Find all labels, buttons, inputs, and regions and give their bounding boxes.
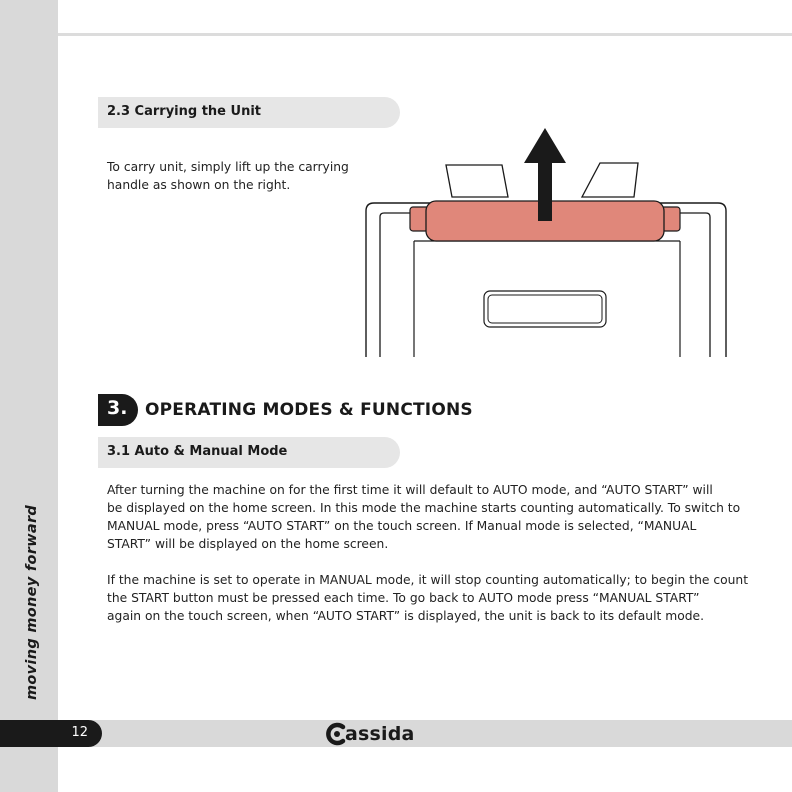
section-3-1-paragraph-1 [107,481,740,553]
paragraph-line: again on the touch screen, when “AUTO START” is displayed, the unit is back to its default mode. [107,609,705,623]
paragraph-line: After turning the machine on for the first time it will default to AUTO mode, and “AUTO START” will [107,483,713,497]
paragraph-line: MANUAL mode, press “AUTO START” on the touch screen. If Manual mode is selected, “MANUAL [107,519,697,533]
brand-name: assida [345,722,415,745]
section-3-number: 3. [107,397,128,419]
footer-bar [58,720,792,747]
sidebar [0,0,58,792]
page-number: 12 [71,725,88,740]
section-3-1-heading-bar [98,437,400,468]
top-divider [58,33,792,36]
machine-carrying-handle-illustration [362,125,732,357]
section-2-3-paragraph [107,158,349,194]
paragraph-line: To carry unit, simply lift up the carrying [107,160,349,174]
paragraph-line: be displayed on the home screen. In this mode the machine starts counting automatically. To switch to [107,501,741,515]
section-3-1-heading: 3.1 Auto & Manual Mode [107,444,288,459]
section-3-number-badge [98,394,138,426]
brand-logo [325,721,415,746]
section-2-3-heading: 2.3 Carrying the Unit [107,104,262,119]
paragraph-line: the START button must be pressed each time. To go back to AUTO mode press “MANUAL START” [107,591,700,605]
paragraph-line: handle as shown on the right. [107,178,291,192]
section-3-1-paragraph-2 [107,571,748,625]
sidebar-tagline: moving money forward [24,504,40,700]
paragraph-line: If the machine is set to operate in MANUAL mode, it will stop counting automatically; to begin the count [107,573,749,587]
page-number-tab [0,720,102,747]
section-3-title: OPERATING MODES & FUNCTIONS [145,400,473,420]
machine-inner-left [380,213,414,357]
paper-sheet-left [446,165,508,197]
paper-sheet-right [582,163,638,197]
display-window-outer [484,291,606,327]
paragraph-line: START” will be displayed on the home screen. [107,537,389,551]
machine-inner-right [678,213,710,357]
section-2-3-heading-bar [98,97,400,128]
